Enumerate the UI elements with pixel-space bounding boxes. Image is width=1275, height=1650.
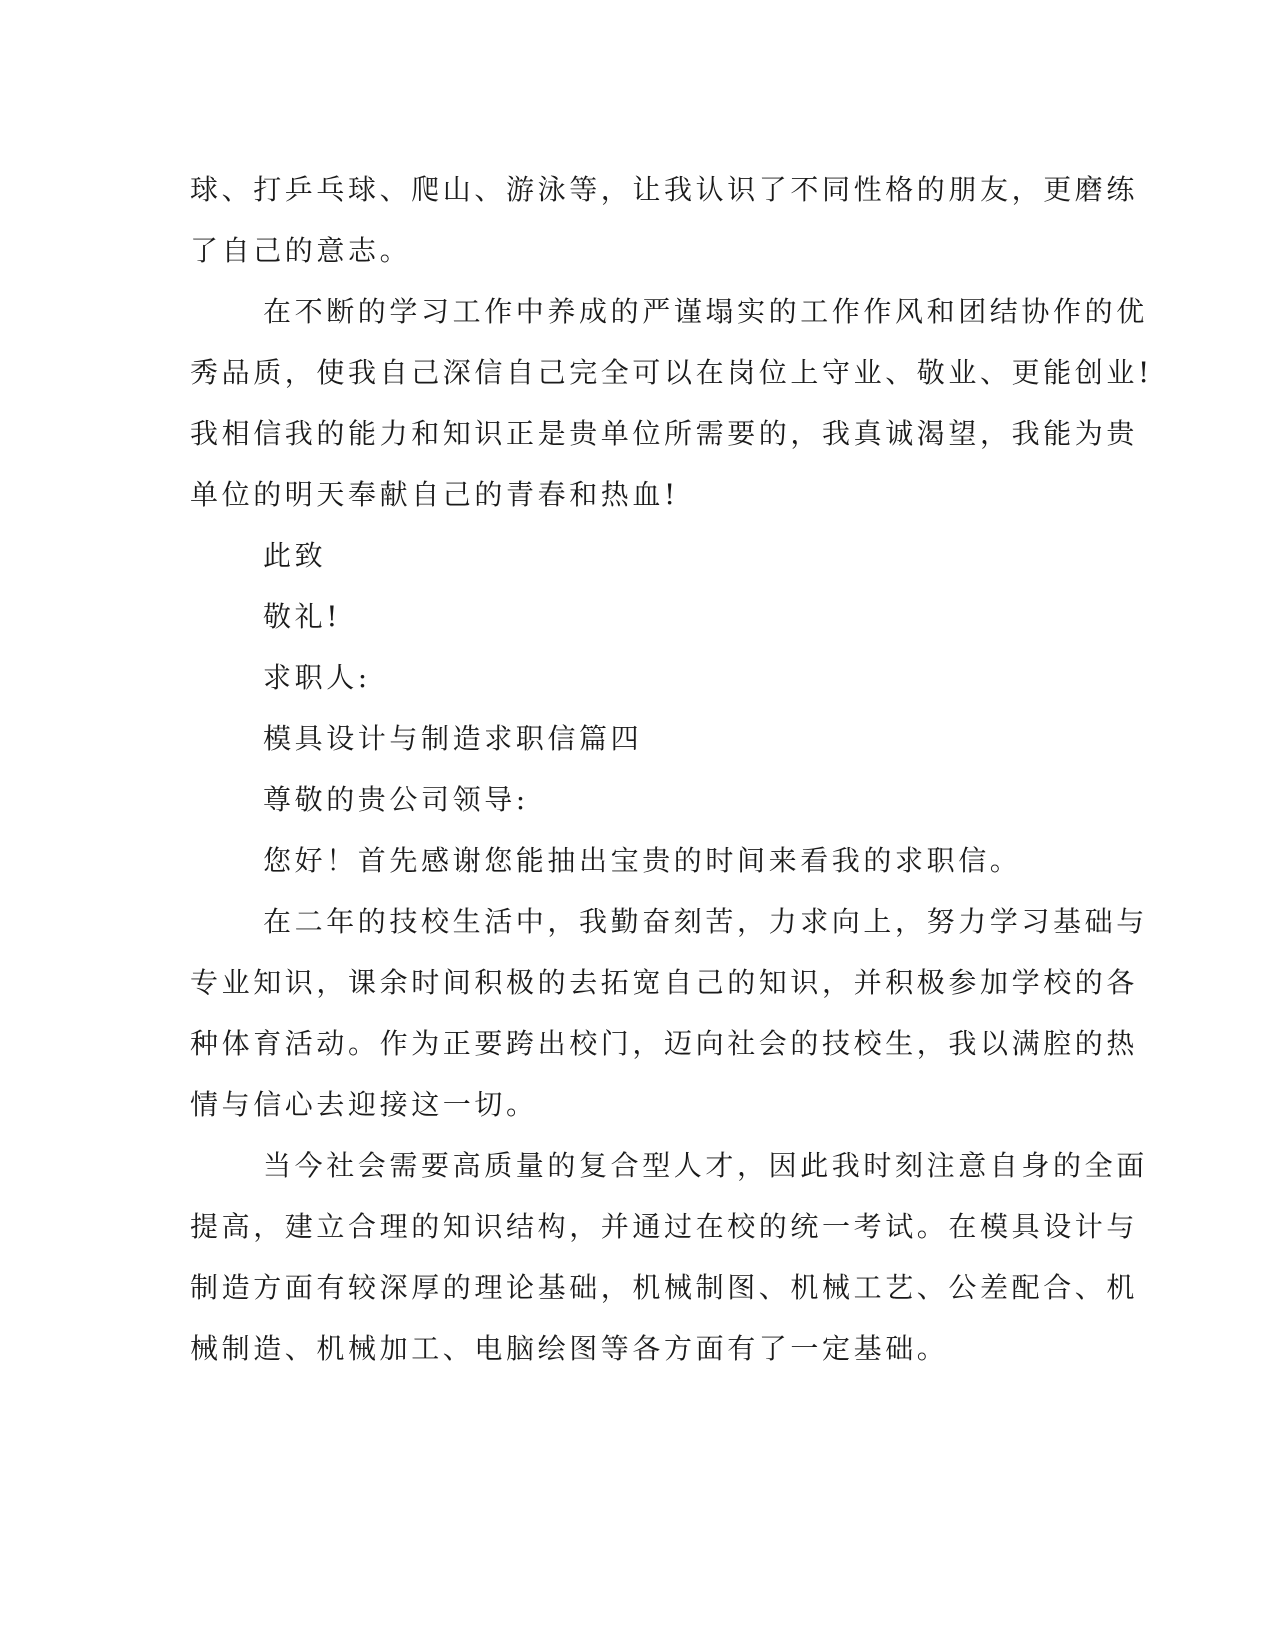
text-line: 我相信我的能力和知识正是贵单位所需要的，我真诚渴望，我能为贵 <box>190 417 1139 450</box>
text-line: 球、打乒乓球、爬山、游泳等，让我认识了不同性格的朋友，更磨练 <box>190 173 1139 206</box>
text-line: 了自己的意志。 <box>190 234 412 267</box>
text-line: 在不断的学习工作中养成的严谨塌实的工作作风和团结协作的优 <box>263 295 1148 328</box>
greeting-opening: 您好！首先感谢您能抽出宝贵的时间来看我的求职信。 <box>263 844 1022 877</box>
text-line: 提高，建立合理的知识结构，并通过在校的统一考试。在模具设计与 <box>190 1210 1139 1243</box>
closing-salutation: 此致 <box>263 539 327 572</box>
text-line: 专业知识，课余时间积极的去拓宽自己的知识，并积极参加学校的各 <box>190 966 1139 999</box>
section-title: 模具设计与制造求职信篇四 <box>263 722 643 755</box>
text-line: 单位的明天奉献自己的青春和热血! <box>190 478 679 511</box>
closing-regards: 敬礼! <box>263 600 342 633</box>
greeting-recipient: 尊敬的贵公司领导: <box>263 783 529 816</box>
signature-label: 求职人: <box>263 661 371 694</box>
text-line: 制造方面有较深厚的理论基础，机械制图、机械工艺、公差配合、机 <box>190 1271 1139 1304</box>
text-line: 种体育活动。作为正要跨出校门，迈向社会的技校生，我以满腔的热 <box>190 1027 1139 1060</box>
text-line: 械制造、机械加工、电脑绘图等各方面有了一定基础。 <box>190 1332 949 1365</box>
text-line: 情与信心去迎接这一切。 <box>190 1088 538 1121</box>
text-line: 在二年的技校生活中，我勤奋刻苦，力求向上，努力学习基础与 <box>263 905 1148 938</box>
text-line: 当今社会需要高质量的复合型人才，因此我时刻注意自身的全面 <box>263 1149 1148 1182</box>
document-body <box>190 159 1153 1379</box>
text-line: 秀品质，使我自己深信自己完全可以在岗位上守业、敬业、更能创业! <box>190 356 1153 389</box>
